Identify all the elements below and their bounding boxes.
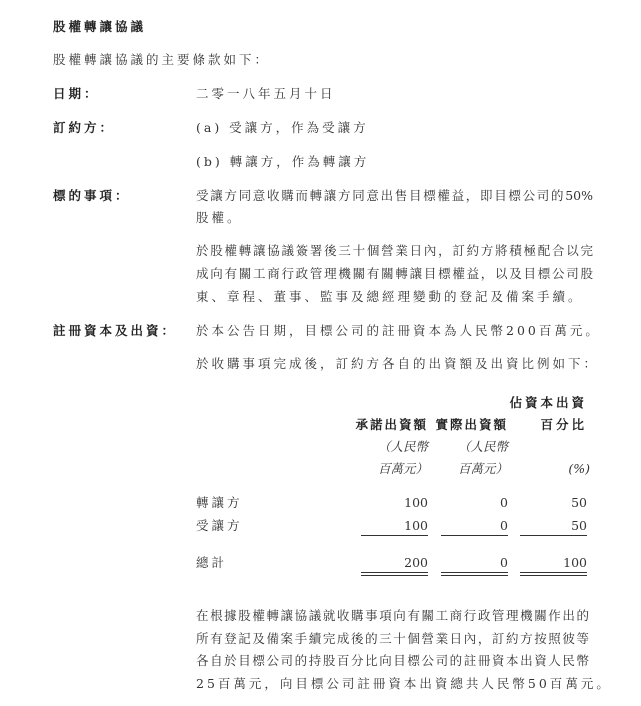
row-value: 100: [404, 495, 428, 510]
section-title: 股權轉讓協議: [53, 19, 147, 34]
total-double-rule: [441, 572, 508, 576]
col2-unit: 百萬元）: [457, 461, 508, 476]
subject-p1-line: 股權。: [196, 210, 243, 225]
date-label: 日期：: [53, 86, 100, 101]
total-value: 100: [563, 555, 587, 570]
capital-p3-line: 在根據股權轉讓協議就收購事項向有關工商行政管理機關作出的: [196, 608, 589, 623]
row-value: 0: [500, 495, 508, 510]
subject-p1-line: 受讓方同意收購而轉讓方同意出售目標權益，即目標公司的50%: [196, 188, 593, 203]
intro-text: 股權轉讓協議的主要條款如下：: [53, 52, 271, 67]
total-double-rule: [361, 572, 428, 576]
total-value: 0: [500, 555, 508, 570]
row-value: 50: [571, 518, 587, 533]
row-value: 50: [571, 495, 587, 510]
parties-label: 訂約方：: [53, 120, 116, 135]
date-value: 二零一八年五月十日: [196, 86, 336, 101]
total-name: 總計: [196, 555, 228, 570]
total-double-rule: [520, 572, 587, 576]
subject-p2-line: 東、章程、董事、監事及總經理變動的登記及備案手續。: [196, 289, 584, 304]
subject-p2-line: 於股權轉讓協議簽署後三十個營業日內，訂約方將積極配合以完: [196, 243, 593, 258]
subtotal-rule: [361, 535, 428, 536]
row-value: 0: [500, 518, 508, 533]
col1-unit: 百萬元）: [377, 461, 428, 476]
col1-unit: （人民幣: [377, 439, 428, 454]
col2-header: 實際出資額: [435, 417, 508, 432]
col2-unit: （人民幣: [457, 439, 508, 454]
capital-p2: 於收購事項完成後，訂約方各自的出資額及出資比例如下：: [196, 356, 600, 371]
col3-header-line2: 百分比: [540, 417, 587, 432]
subtotal-rule: [520, 535, 587, 536]
subject-label: 標的事項：: [53, 188, 131, 203]
total-value: 200: [404, 555, 428, 570]
party-b: (b) 轉讓方，作為轉讓方: [196, 154, 370, 169]
row-value: 100: [404, 518, 428, 533]
capital-p3-line: 所有登記及備案手續完成後的三十個營業日內，訂約方按照彼等: [196, 631, 589, 646]
col1-header: 承諾出資額: [355, 417, 428, 432]
subject-p2-line: 成向有關工商行政管理機關有關轉讓目標權益，以及目標公司股: [196, 266, 593, 281]
capital-label: 註冊資本及出資：: [53, 323, 178, 338]
capital-p3-line: 25百萬元，向目標公司註冊資本出資總共人民幣50百萬元。: [196, 676, 612, 691]
subtotal-rule: [441, 535, 508, 536]
row-name: 受讓方: [196, 518, 243, 533]
capital-p3-line: 各自於目標公司的持股百分比向目標公司的註冊資本出資人民幣: [196, 653, 589, 668]
capital-p1: 於本公告日期，目標公司的註冊資本為人民幣200百萬元。: [196, 323, 601, 338]
row-name: 轉讓方: [196, 495, 243, 510]
party-a: (a) 受讓方，作為受讓方: [196, 120, 369, 135]
col3-header-line1: 佔資本出資: [509, 395, 587, 410]
col3-unit: (%): [568, 461, 590, 476]
